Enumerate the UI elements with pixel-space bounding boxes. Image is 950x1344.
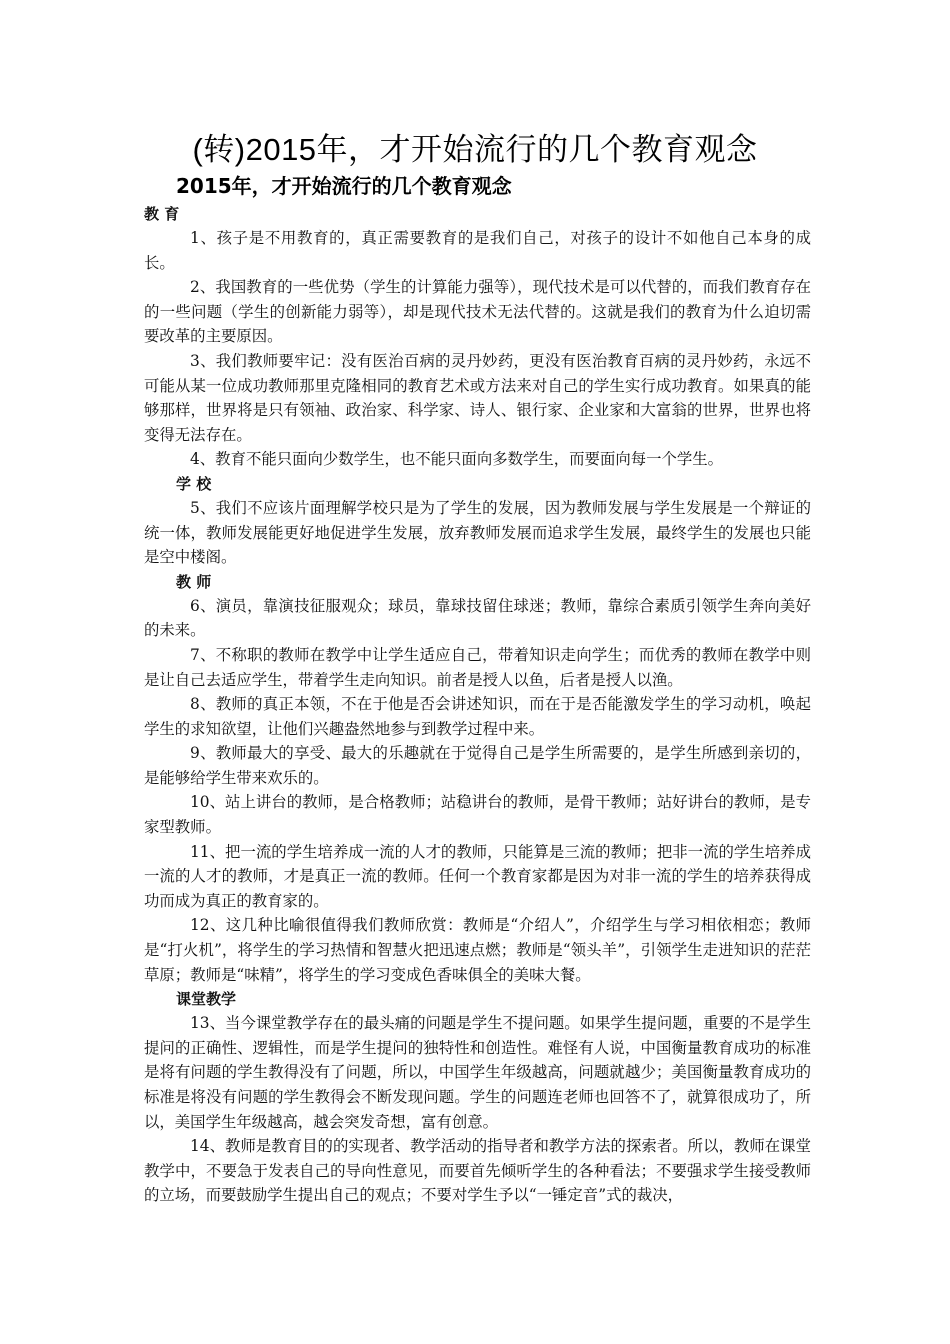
- paragraph-8: 8、教师的真正本领，不在于他是否会讲述知识，而在于是否能激发学生的学习动机，唤起学生的求知欲望，让他们兴趣盎然地参与到教学过程中来。: [144, 695, 811, 738]
- paragraph-10: 10、站上讲台的教师，是合格教师；站稳讲台的教师，是骨干教师；站好讲台的教师，是专家型教师。: [144, 793, 811, 837]
- document-body: [144, 202, 811, 1208]
- paragraph-7: 7、不称职的教师在教学中让学生适应自己，带着知识走向学生；而优秀的教师在教学中则是让自己去适应学生，带着学生走向知识。前者是授人以鱼，后者是授人以渔。: [144, 645, 811, 689]
- paragraph-5: 5、我们不应该片面理解学校只是为了学生的发展，因为教师发展与学生发展是一个辩证的统一体，教师发展能更好地促进学生发展，放弃教师发展而追求学生发展，最终学生的发展也只能是空中楼阁。: [144, 498, 811, 567]
- section-heading-education: 教 育: [144, 205, 180, 223]
- document-subtitle: 2015年，才开始流行的几个教育观念: [176, 174, 512, 198]
- paragraph-2: 2、我国教育的一些优势（学生的计算能力强等），现代技术是可以代替的，而我们教育存在的一些问题（学生的创新能力弱等），却是现代技术无法代替的。这就是我们的教育为什么迫切需要改革的主要原因。: [144, 278, 811, 346]
- paragraph-4: 4、教育不能只面向少数学生，也不能只面向多数学生，而要面向每一个学生。: [190, 450, 724, 469]
- paragraph-6: 6、演员，靠演技征服观众；球员，靠球技留住球迷；教师，靠综合素质引领学生奔向美好的未来。: [144, 596, 811, 640]
- page-title: (转)2015年，才开始流行的几个教育观念: [192, 132, 758, 167]
- paragraph-12: 12、这几种比喻很值得我们教师欣赏：教师是“介绍人”，介绍学生与学习相依相恋；教师是“打火机”，将学生的学习热情和智慧火把迅速点燃；教师是“领头羊”，引领学生走进知识的茫茫草原；教师是“味精”，将学生的学习变成色香味俱全的美味大餐。: [144, 916, 811, 984]
- section-heading-school: 学 校: [176, 474, 212, 493]
- section-heading-teacher: 教 师: [176, 572, 212, 591]
- paragraph-14: 14、教师是教育目的的实现者、教学活动的指导者和教学方法的探索者。所以，教师在课堂教学中，不要急于发表自己的导向性意见，而要首先倾听学生的各种看法；不要强求学生接受教师的立场，而要鼓励学生提出自己的观点；不要对学生予以“一锤定音”式的裁决，: [144, 1137, 811, 1205]
- paragraph-11: 11、把一流的学生培养成一流的人才的教师，只能算是三流的教师；把非一流的学生培养成一流的人才的教师，才是真正一流的教师。任何一个教育家都是因为对非一流的学生的培养获得成功而成为真正的教育家的。: [144, 842, 811, 910]
- paragraph-13: 13、当今课堂教学存在的最头痛的问题是学生不提问题。如果学生提问题，重要的不是学生提问的正确性、逻辑性，而是学生提问的独特性和创造性。难怪有人说，中国衡量教育成功的标准是将有问题的学生教得没有了问题，所以，中国学生年级越高，问题就越少；美国衡量教育成功的标准是将没有问题的学生教得会不断发现问题。学生的问题连老师也回答不了，就算很成功了，所以，美国学生年级越高，越会突发奇想，富有创意。: [144, 1014, 811, 1131]
- paragraph-3: 3、我们教师要牢记：没有医治百病的灵丹妙药，更没有医治教育百病的灵丹妙药，永远不可能从某一位成功教师那里克隆相同的教育艺术或方法来对自己的学生实行成功教育。如果真的能够那样，世界将是只有领袖、政治家、科学家、诗人、银行家、企业家和大富翁的世界，世界也将变得无法存在。: [144, 351, 811, 444]
- paragraph-9: 9、教师最大的享受、最大的乐趣就在于觉得自己是学生所需要的，是学生所感到亲切的，是能够给学生带来欢乐的。: [144, 744, 811, 787]
- paragraph-1: 1、孩子是不用教育的，真正需要教育的是我们自己，对孩子的设计不如他自己本身的成长。: [144, 229, 811, 272]
- section-heading-classroom-teaching: 课堂教学: [176, 990, 237, 1009]
